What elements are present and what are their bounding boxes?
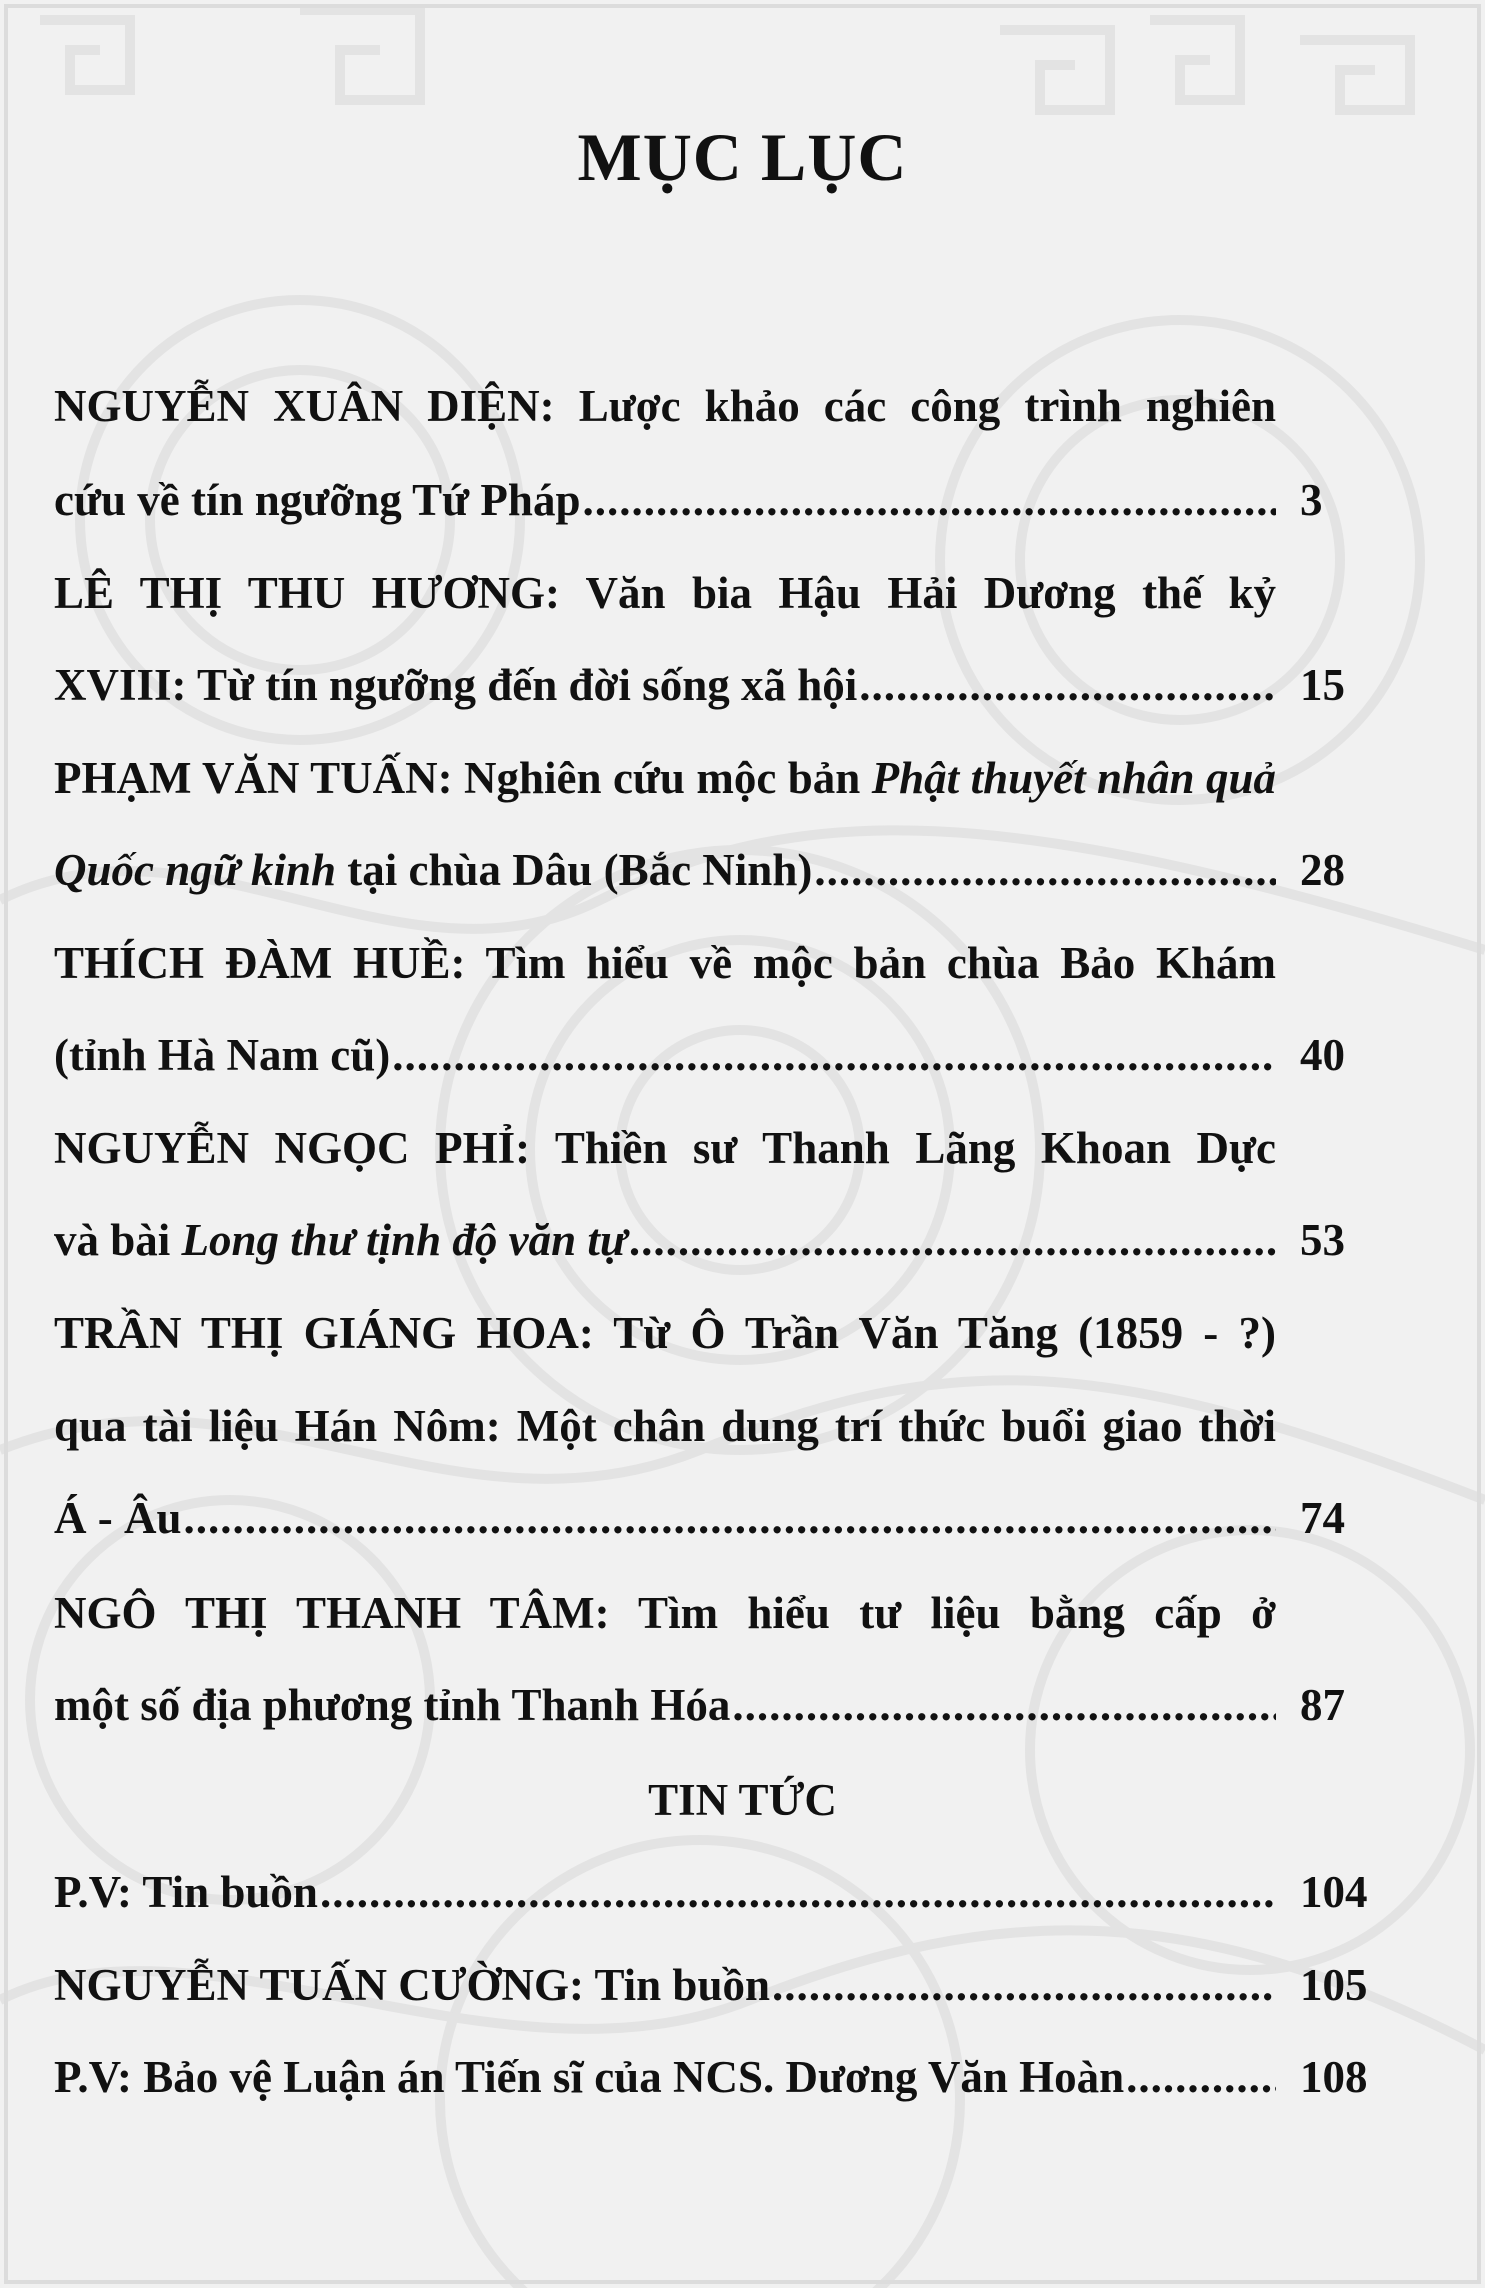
dot-leader [184, 1488, 1276, 1548]
dot-leader [772, 1955, 1276, 2015]
toc-page-number: 74 [1300, 1493, 1345, 1543]
toc-entry-last-line [54, 1210, 1276, 1270]
toc-entry-last-line [54, 470, 1276, 530]
toc-entry-line: NGÔ THỊ THANH TÂM: Tìm hiểu tư liệu bằng cấp ở [54, 1588, 1276, 1638]
toc-entry-line [54, 748, 1276, 808]
toc-page-number: 105 [1300, 1960, 1368, 2010]
toc-entry-text: Á - Âu [54, 1493, 182, 1543]
toc-entry-italic-title: Phật thuyết nhân quả [871, 753, 1276, 803]
news-entry-text: NGUYỄN TUẤN CƯỜNG: Tin buồn [54, 1960, 771, 2010]
dot-leader [392, 1025, 1276, 1085]
dot-leader [1126, 2047, 1276, 2107]
toc-page-number: 40 [1300, 1030, 1345, 1080]
toc-entry-text: XVIII: Từ tín ngưỡng đến đời sống xã hội [54, 660, 858, 710]
dot-leader [320, 1862, 1276, 1922]
toc-entry-last-line [54, 1025, 1276, 1085]
dot-leader [629, 1210, 1276, 1270]
toc-page-number: 87 [1300, 1680, 1345, 1730]
toc-entry-last-line [54, 840, 1276, 900]
toc-entry-line: qua tài liệu Hán Nôm: Một chân dung trí thức buổi giao thời [54, 1401, 1276, 1451]
toc-page-number: 108 [1300, 2052, 1368, 2102]
toc-page-number: 15 [1300, 660, 1345, 710]
toc-entry-line: THÍCH ĐÀM HUỀ: Tìm hiểu về mộc bản chùa Bảo Khám [54, 938, 1276, 988]
toc-entry-text: (tỉnh Hà Nam cũ) [54, 1030, 391, 1080]
toc-entry-italic-title: Long thư tịnh độ văn tự [181, 1215, 627, 1265]
toc-entry-text [54, 1210, 627, 1270]
toc-entry-last-line [54, 1675, 1276, 1735]
dot-leader [732, 1675, 1276, 1735]
toc-entry-last-line [54, 1488, 1276, 1548]
toc-entry-italic-title: Quốc ngữ kinh [54, 845, 337, 895]
page-title: MỤC LỤC [577, 119, 908, 195]
dot-leader [859, 655, 1276, 715]
news-entry-line [54, 2047, 1276, 2107]
news-entry-text: P.V: Tin buồn [54, 1867, 318, 1917]
toc-entry-last-line [54, 655, 1276, 715]
toc-entry-text: cứu về tín ngưỡng Tứ Pháp [54, 475, 581, 525]
toc-entry-text-head: và bài [54, 1215, 182, 1265]
toc-entry-text: một số địa phương tỉnh Thanh Hóa [54, 1680, 731, 1730]
news-entry-text: P.V: Bảo vệ Luận án Tiến sĩ của NCS. Dương Văn Hoàn [54, 2052, 1125, 2102]
toc-page-number: 28 [1300, 845, 1345, 895]
news-entry-line [54, 1862, 1276, 1922]
dot-leader [582, 470, 1276, 530]
toc-entry-text [54, 840, 812, 900]
toc-entry-author-text: PHẠM VĂN TUẤN: Nghiên cứu mộc bản [54, 753, 872, 803]
toc-entry-line: NGUYỄN XUÂN DIỆN: Lược khảo các công trình nghiên [54, 381, 1276, 431]
toc-page-number: 3 [1300, 475, 1323, 525]
toc-page-number: 53 [1300, 1215, 1345, 1265]
dot-leader [814, 840, 1276, 900]
toc-entry-line: TRẦN THỊ GIÁNG HOA: Từ Ô Trần Văn Tăng (1859 - ?) [54, 1308, 1276, 1358]
news-entry-line [54, 1955, 1276, 2015]
section-heading-news: TIN TỨC [648, 1775, 837, 1825]
toc-page-number: 104 [1300, 1867, 1368, 1917]
toc-entry-line: NGUYỄN NGỌC PHỈ: Thiền sư Thanh Lãng Khoan Dực [54, 1123, 1276, 1173]
toc-entry-line: LÊ THỊ THU HƯƠNG: Văn bia Hậu Hải Dương thế kỷ [54, 568, 1276, 618]
toc-entry-text-tail: tại chùa Dâu (Bắc Ninh) [336, 845, 813, 895]
